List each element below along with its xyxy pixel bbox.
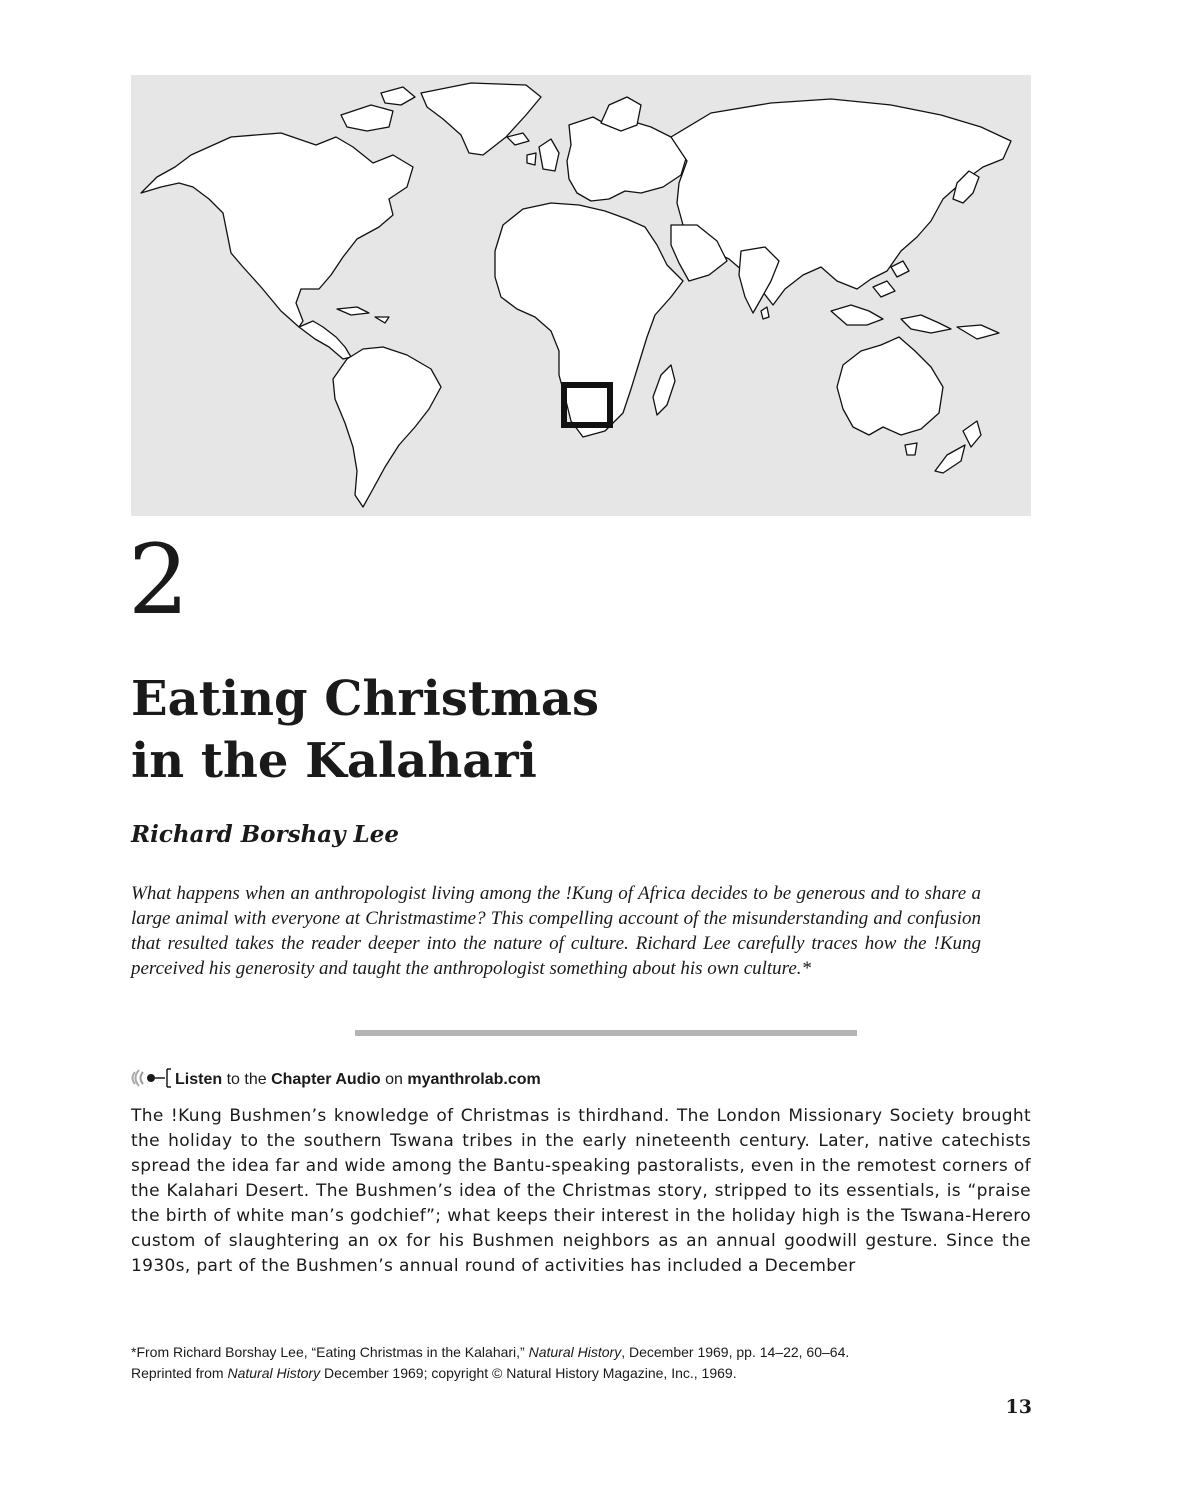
australia-shape <box>837 337 943 435</box>
greenland-shape <box>421 83 541 155</box>
british-isles-shape <box>539 139 559 171</box>
north-america-shape <box>141 133 413 327</box>
chapter-abstract: What happens when an anthropologist living among the !Kung of Africa decides to be generous and to share a large animal with everyone at Christmastime? This compelling account of the misunderstanding and confusion that resulted takes the reader deeper into the nature of culture. Richard Lee carefully traces how the !Kung perceived his generosity and taught the anthropologist something about his own culture.* <box>131 883 981 979</box>
chapter-title-line2: in the Kalahari <box>131 733 537 789</box>
footnote-part2: , December 1969, pp. 14–22, 60–64. <box>621 1344 850 1360</box>
speaker-audio-icon <box>131 1066 173 1095</box>
footnote-journal2: Natural History <box>227 1365 321 1381</box>
author-name: Richard Borshay Lee <box>131 821 399 848</box>
page-number: 13 <box>1005 1396 1032 1418</box>
arctic-islands-shape <box>341 105 393 131</box>
footnote-part1: *From Richard Borshay Lee, “Eating Christmas in the Kalahari,” <box>131 1344 529 1360</box>
audio-link[interactable] <box>131 1068 541 1092</box>
chapter-title <box>131 668 931 792</box>
footnote-journal1: Natural History <box>528 1344 622 1360</box>
south-america-shape <box>333 347 441 507</box>
footnote-part4: December 1969; copyright © Natural History Magazine, Inc., 1969. <box>320 1365 737 1381</box>
chapter-number: 2 <box>128 524 190 636</box>
world-map-graphic <box>131 75 1031 516</box>
body-paragraph: The !Kung Bushmen’s knowledge of Christmas is thirdhand. The London Missionary Society brought the holiday to the southern Tswana tribes in the early nineteenth century. Later, native catechists spread the idea far and wide among the Bantu-speaking pastoralists, even in the remotest corners of the Kalahari Desert. The Bushmen’s idea of the Christmas story, stripped to its essentials, is “praise the birth of white man’s godchief”; what keeps their interest in the holiday high is the Tswana-Herero custom of slaughtering an ox for his Bushmen neighbors as an annual goodwill gesture. Since the 1930s, part of the Bushmen’s annual round of activities has included a December <box>131 1106 1031 1276</box>
divider-rule <box>355 1030 857 1036</box>
europe-shape <box>567 117 687 201</box>
audio-site-link[interactable]: myanthrolab.com <box>407 1071 541 1088</box>
audio-to-the: to the <box>226 1071 267 1088</box>
chapter-title-line1: Eating Christmas <box>131 671 599 727</box>
new-zealand-shape <box>963 421 981 447</box>
audio-listen-label: Listen <box>175 1071 223 1088</box>
world-map <box>131 75 1031 516</box>
audio-on: on <box>385 1071 403 1088</box>
audio-chapter-audio: Chapter Audio <box>271 1071 381 1088</box>
madagascar-shape <box>653 365 675 415</box>
southeast-asia-islands-shape <box>831 305 883 325</box>
footnote <box>131 1342 1041 1384</box>
footnote-part3: Reprinted from <box>131 1365 228 1381</box>
central-america-shape <box>299 321 351 359</box>
